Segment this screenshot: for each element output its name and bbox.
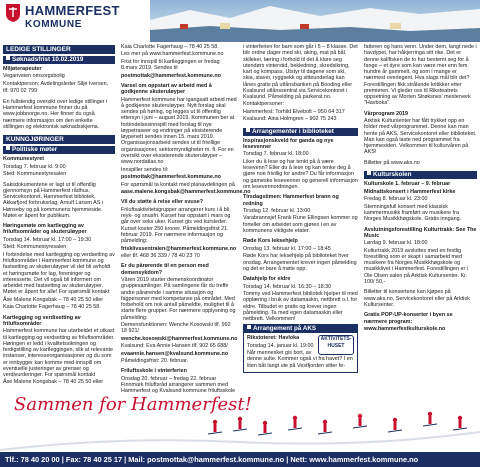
dementia-text: Våren 2019 starter demenskoordinator gruppesamlinger. På samlingene får du treffe andre pårørende i samme situasjon og fagpersoner med kompetanse på området. Med forbehold om nok antall påmeldte, mulighet til å starte flere grupper. For nærmere opplysning og påmelding: <box>121 277 236 321</box>
event-text: Varabrannsjef Frank Rune Ellingsen kommer og forteller om arbeidet som gjøres i en av kommunens viktigste etater. <box>243 215 358 234</box>
subsection-bar-politiske <box>3 146 115 154</box>
mapping-title: Kartlegging og verdisetting av friluftsområder <box>3 314 81 327</box>
subsection-label: Arrangementer i biblioteket <box>252 127 334 135</box>
tickets-text: Billetter til konsertene kan kjøpes på www.aks.no, Servicekontoret eller på Arktisk Kultursenter. <box>364 289 470 308</box>
hearing-line: Torsdag 14. februar kl. 17:00 – 19:30 <box>3 236 92 243</box>
course-title: Vil du støtte å reise eller svusе? <box>121 199 203 206</box>
hearing-line: Sted: Kommunestyresalen <box>3 244 67 251</box>
slogan-text: Sammen for Hammerfest! <box>14 394 252 415</box>
meeting-title: Kommunestyret <box>3 156 45 163</box>
dementia-contact: Kvalsund: Eva Annie Hansen tlf. 902 65 688/ <box>121 343 228 350</box>
subsection-label: Kulturskolen <box>373 171 412 179</box>
column-2 <box>121 44 251 395</box>
event-text: Liker du å lese og har tenkt på å være lesevenn? Eller du å lese og kan tenke deg å gjøre noe frivillig for andre? Du får informasjon og gameske lesevenner og generell informasjon om lesevennordningen. <box>243 158 358 190</box>
email-link[interactable]: postmottak@hammerfest.kommune.no <box>121 72 221 79</box>
dementia-deadline: Påmeldingsfrist: 20. februar. <box>121 358 189 364</box>
square-bullet-icon <box>6 146 10 150</box>
hearing-contact: Kaia Charlotte Fagerhaug – 78 40 25 58. <box>3 304 101 311</box>
event-title: Datahjelp for eldre <box>243 276 291 283</box>
notice-more: For spørsmål ta kontakt med planavdelingen på <box>121 181 235 188</box>
ski-school-title: Friluftsskole i vinterferien <box>121 368 187 375</box>
event-title: Avslutningsforestilling Kulturtrakk: See The Music <box>364 226 477 239</box>
event-text: Tommy ved Hammerfest bibliotek hjelper til med opplæring i bruk av datamaskin, nettbrett o.l. for eldre. Tilbudet er gratis og krever ingen påmelding. Ta med egen datamaskin eller nettbrett. Velkommen! <box>243 291 358 323</box>
subsection-bar-soknadsfrist <box>3 56 115 64</box>
email-link[interactable]: wenche.kosowski@hammerfest.kommune.no <box>121 335 238 342</box>
event-text: Røde Kors har leksehjelp på biblioteket hver onsdag. Arrangementet krever ingen påmelding og det er bare å møte opp. <box>243 253 357 272</box>
event-title: Inspirasjonskveld for ganda og nye lesevenner <box>243 137 334 150</box>
notice-send: Innspiller sendes til: <box>121 166 169 173</box>
event-time: Torsdag 14. januar kl. 19:00 <box>247 342 314 349</box>
section-bar-ledige: LEDIGE STILLINGER <box>3 45 115 54</box>
popup-text: Gratis POP-UP-konserter i byen se nærmere program: <box>364 312 453 325</box>
hearing-title: Høringsmøte om kartlegging av friluftsområder og skuteruløyper <box>3 223 87 236</box>
subsection-bar-biblioteket <box>243 128 358 136</box>
contact-line: Hammerfest: Torhild Elvebolt – 950 64 317 <box>243 108 345 115</box>
section-bar-kunngjoringer: KUNNGJØRINGER <box>3 135 115 144</box>
spring-program-title: Vårprogram 2019 <box>364 110 409 117</box>
square-bullet-icon <box>246 128 250 132</box>
meeting-line: Torsdag 7. februar kl. 9:00 <box>3 163 66 170</box>
subsection-bar-aks <box>244 325 357 333</box>
culture-week-title: Kulturskole 1. februar – 9. februar <box>364 181 451 188</box>
contact-line: Kvalsund: Aina Holmgren – 902 75 243 <box>243 116 337 123</box>
event-title: Rikstoteret: Havloka <box>247 335 300 342</box>
meeting-text: Saksdokumentene er lagt ut til offentlig gjennomsyn på Hammerfest rådhus, Servicekontoret, Hammerfest bibliotek, Akkarfjord forbruksrlag, Arnulf Larsen AS i Hønseby og på kommunens hjemmeside. Møtet er åpent for publikum. <box>3 181 104 219</box>
hearing-text: I forbindelse med kartlegging og verdsetting av friluftsområder i Hammerfest kommune og fastsetting av skuteruløyper vil det bli avholdt et høringsmøte for lag, foreninger og interesserte. Det vil også bli informert om arbeidet med fastsetting av skuteruløyper. Møtet er åpent for alle! For spørsmål kontakt <box>3 251 115 296</box>
aks-box <box>243 324 358 373</box>
mapping-contact: Åse Malene Kongsbak – 78 40 25 50 eller <box>3 379 104 386</box>
event-title: Midnattskonsert i Hammerfest kirke <box>364 188 456 195</box>
job-info-text: En fullstendig oversikt over ledige stillinger i Hammerfest kommune finner du på www.jobbnorge.no. Her finner du også nærmere informasjon om den enkelte stillingen og elektronisk søknadsskjema. <box>3 98 108 130</box>
deadline-text: Frist for innspill til kartleggingen er fredag 8.mars 2019. Sendes til <box>121 58 220 72</box>
subsection-label: Arrangement på AKS <box>253 325 317 333</box>
slogan-banner <box>0 392 480 452</box>
square-bullet-icon <box>6 56 10 60</box>
subsection-label: Søknadsfrist 10.02.2019 <box>12 56 84 63</box>
contact-heading: Kontaktpersoner: <box>243 101 285 108</box>
ski-school-text: Onsdag 20. februar – fredag 22. februar Finnmark friluftsråd arrangerer sammen med Hammerfest og Kvalsund kommune friluftsskole <box>121 375 236 395</box>
event-text: Når mennesket gis bort, av denne sulte. Kommer også vi fra havet? I en liten båt langt ute på Vestfjorden sitter fe- <box>247 350 353 369</box>
event-title: Tirsdagstimen: Hammerfest brann og redning <box>243 194 339 207</box>
tickets-link[interactable]: Billetter på www.aks.no <box>364 159 420 166</box>
course-phone: eller tlf. 468 36 339 / 78 40 23 70 <box>121 252 200 259</box>
notice-text: Hammerfest kommune har igangsatt arbeid med å godkjenne skuteruløyper. Nytt forslag skal sendes på høring, og legges ut til offentlig ettersyn i juni – august 2019. Kommunen ber at forbindelsesinnspill med forslag til nye løypetraseer og endringer på eksisterende løypenett sendes innen 15. mars 2019. Organisasjonsarbeid sendes ut til frivillige organisasjoner, sektormyndigheter m. fl. For en oversikt over eksisterende skuteruløyper – www.nordatlas.no <box>121 96 237 166</box>
job-line: Veganveien omsorgsbolig <box>3 73 65 80</box>
subsection-bar-kulturskolen <box>364 171 477 179</box>
email-link[interactable]: aase.malene.kongsbak@hammerfest.kommune.no <box>121 188 251 195</box>
event-time: Lørdag 9. februar kl. 18:00 <box>364 240 428 247</box>
aktivitetshuset-logo: AKTIVITETS- HUSET <box>318 335 354 355</box>
job-line: Kontaktperson: Avdelingsleder Silje Iversen, <box>3 80 109 87</box>
column-4 <box>364 44 477 390</box>
meeting-line: Sted: Kommunestyresalen <box>3 171 67 178</box>
email-link[interactable]: postmottak@hammerfest.kommune.no <box>121 174 221 181</box>
spring-program-text: Arktisk Kultursenter har fått trykket opp en folder med vårprogrammet. Denne kan man hente på AKS, Servicekontoret eller biblioteket. Man kan også laste ned programmet fra hjemmesiden. Velkommen til kultur​våren på AKS! <box>364 118 477 156</box>
dementia-title: Er du pårørende til en person med demensykdom? <box>121 263 209 276</box>
read-more-link[interactable]: Les mer på www.hammerfest.kommune.no <box>121 51 224 58</box>
ski-school-continued: i vinterferien for barn som går i 5 – 8 klasse. Det blir ordne dager med ski, aking, mat på bål, skileker, læring i forhold til det å klare seg utendørs vinterstid, bekledning, skredsikring, kart og kompass. Utstyr til dagene som ski, skia, staver, ryggsekk og sitteunderlag kan lånes gratis på utlånsbanken på Booding eller Kvalsund utlånssentral via Servicekontoret i Kvalsund. Påmelding på parkerat.no. <box>243 44 358 100</box>
email-link[interactable]: evaannie.hansen@kvalsund.kommune.no <box>121 350 229 357</box>
event-text: Stemningsfull konsert med klassisk kammermusikk framført av musikere fra Norges Musikkhøgskole. Gratis inngang. <box>364 203 462 223</box>
notice-title: Varsel om oppstart av arbeid med å godkjenne skuteruløyper <box>121 83 212 96</box>
brand-name: HAMMERFEST <box>25 3 120 18</box>
column-1 <box>3 44 115 390</box>
square-bullet-icon <box>367 171 371 175</box>
event-time: Onsdag 13. februar kl. 17:00 – 18:45 <box>243 245 331 252</box>
subsection-label: Politiske møter <box>12 146 58 154</box>
course-text: Friluftsaktivitetsgrupper arrangerer kurs i å bli reyk- og snusfri. Kurset har oppstart i mars og går over seks uker. Kurset gis ved kursleder. Kurset koster 250 kroner. Påmeldingsfrist 21. februar 2019. For nærmere informasjon og påmelding: <box>121 206 231 245</box>
brand-subtitle: KOMMUNE <box>25 19 82 30</box>
event-time: Tirsdag 12. februar kl. 13:00 <box>243 208 311 214</box>
event-time: Torsdag 14. februar kl. 16:30 – 18:30 <box>243 283 332 290</box>
contact-footer: Tlf.: 78 40 20 00 | Fax: 78 40 25 17 | Mail: postmottak@hammerfest.kommune.no | Nett: www.hammerfest.kommune.no <box>0 452 480 467</box>
dementia-contact: Demensfunktionen: Wenche Kosowski tlf. 992 18 921/ <box>121 322 231 335</box>
square-bullet-icon <box>247 325 251 329</box>
mapping-text: Hammerfest kommune har utarbeidet et utkast til kartlegging og verdsetting av friluftsområder. Høringen er ledd i kvalitetssikringen og ferdigstilling av kartleggingen, slik at relevante instanser, interesseorganisasjoner og du som er innbygger kan komme med innspill om eventuelle justeringer av grenser og verdivurderinger. For spørsmål kontakt <box>3 328 115 378</box>
theatre-continued: fatteren og hans venn. Under dem, langt nede i havdypet, har håkjerringa sitt rike. Det er denne kallfisken de to har bestemt seg for å fange – et dyre som kan være mer enn fem hundre år gammelt, og som i mange er nærmest overlegent. Hva slags mål blir det? Forestillingen fikk strålende kritikker etter premieren. Vi gleder oss til Riksteatrets oppsetning av Morten Strøksnes' mesterverk "Havboka". <box>364 44 477 107</box>
hearing-contact: Åse Malene Kongsbak – 78 40 25 50 eller <box>3 296 104 303</box>
popup-link[interactable]: www.hammerfestkulturskole.no <box>364 325 446 332</box>
event-time: Fredag 8. februar kl. 23:00 <box>364 196 428 203</box>
job-title: Miljøterapeuter <box>3 66 42 72</box>
job-line: tlf. 970 02 799 <box>3 88 38 95</box>
email-link[interactable]: frisklivssentralen@hammerfest.kommune.no <box>121 245 237 252</box>
event-time: Torsdag 7. februar kl. 18:00 <box>243 151 309 158</box>
event-text: Kulturtrakk 2019 avsluttes med en festlig forestilling som er skapt i samarbeid med musikere fra Norges Musikkhøgskole og musikklivet i Hammerfest. Forestillingen er i Ole Olsen salen på Arktisk Kultursenter. Kr. 100/ 50,- <box>364 247 468 285</box>
coat-of-arms-icon <box>5 3 21 23</box>
masthead <box>0 0 480 42</box>
event-title: Røde Kors leksehjelp <box>243 238 298 245</box>
header-landscape-photo <box>150 0 480 42</box>
contact-line: Kaia Charlotte Fagerhaug – 78 40 25 58. <box>121 44 219 50</box>
column-3 <box>243 44 358 390</box>
